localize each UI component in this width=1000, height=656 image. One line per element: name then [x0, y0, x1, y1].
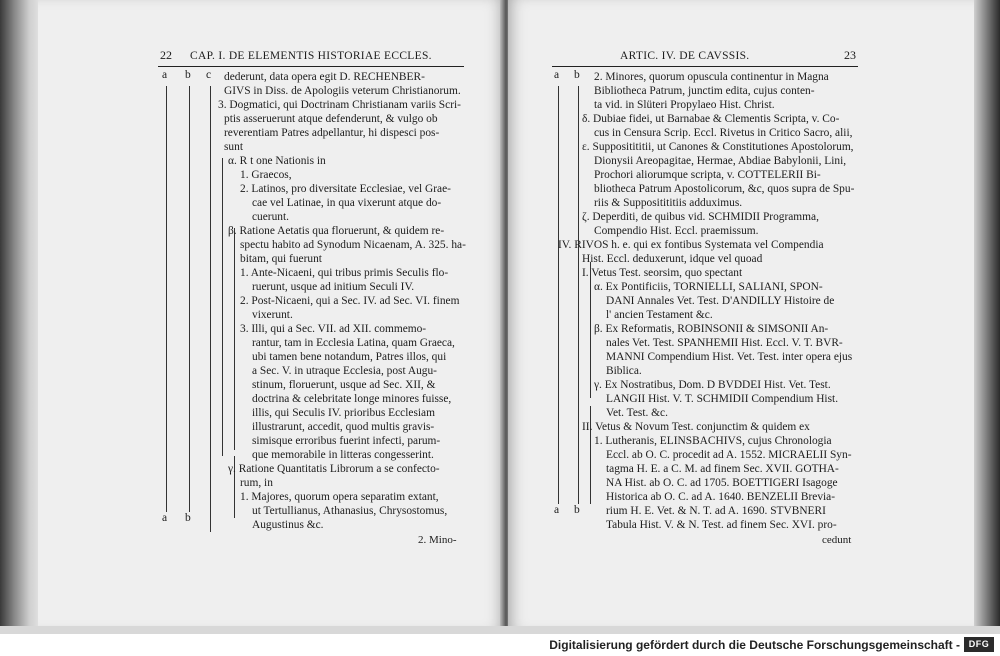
text-line: Compendio Hist. Eccl. praemissum.: [594, 225, 759, 237]
running-head: CAP. I. DE ELEMENTIS HISTORIAE ECCLES.: [190, 50, 432, 62]
text-line: rum, in: [240, 477, 273, 489]
text-line: Biblica.: [606, 365, 642, 377]
letter-a: a: [162, 69, 168, 81]
text-line: cuerunt.: [252, 211, 290, 223]
text-line: sunt: [224, 141, 243, 153]
catchword: 2. Mino-: [418, 534, 457, 546]
letter-b: b: [185, 69, 191, 81]
text-line: γ. Ex Nostratibus, Dom. D BVDDEI Hist. Vet. Test.: [594, 379, 831, 391]
letter-c: c: [206, 69, 212, 81]
text-line: dederunt, data opera egit D. RECHENBER-: [224, 71, 425, 83]
text-line: bitam, qui fuerunt: [240, 253, 322, 265]
text-line: cae vel Latinae, in qua vixerunt atque do-: [252, 197, 442, 209]
text-line: Augustinus &c.: [252, 519, 324, 531]
text-line: 1. Graecos,: [240, 169, 292, 181]
text-line: γ. Ratione Quantitatis Librorum a se confecto-: [228, 463, 440, 475]
bracket-alpha: [222, 158, 223, 456]
letter-a-bottom: a: [162, 512, 168, 524]
text-line: α. R t one Nationis in: [228, 155, 326, 167]
text-line: 3. Illi, qui a Sec. VII. ad XII. commemo-: [240, 323, 427, 335]
text-line: illustrarunt, accedit, quod multis gravis-: [252, 421, 435, 433]
text-line: Historica ab O. C. ad A. 1640. BENZELII Brevia-: [606, 491, 836, 503]
text-line: β. Ex Reformatis, ROBINSONII & SIMSONII An-: [594, 323, 829, 335]
bracket-3: [210, 104, 211, 532]
bracket-i: [590, 262, 591, 398]
head-rule: [552, 66, 858, 67]
catchword: cedunt: [822, 534, 852, 546]
bracket-iv: [578, 234, 579, 504]
text-line: GIVS in Diss. de Apologiis veterum Christianorum.: [224, 85, 461, 97]
letter-b-bottom: b: [185, 512, 191, 524]
text-line: tagma H. E. a C. M. ad finem Sec. XVII. GOTHA-: [606, 463, 839, 475]
text-line: 2. Post-Nicaeni, qui a Sec. IV. ad Sec. VI. finem: [240, 295, 460, 307]
text-line: ta vid. in Slüteri Propylaeo Hist. Christ.: [594, 99, 775, 111]
page-number: 22: [160, 48, 172, 62]
text-line: Eccl. ab O. C. procedit ad A. 1552. MICRAELII Syn-: [606, 449, 852, 461]
text-line: 3. Dogmatici, qui Doctrinam Christianam variis Scri-: [218, 99, 461, 111]
bracket-a: [558, 86, 559, 504]
text-line: 1. Lutheranis, ELINSBACHIVS, cujus Chronologia: [594, 435, 832, 447]
text-line: α. Ex Pontificiis, TORNIELLI, SALIANI, SPON-: [594, 281, 823, 293]
text-line: doctrina & celebritate longe minores fuisse,: [252, 393, 452, 405]
text-line: MANNI Compendium Hist. Vet. Test. inter opera ejus: [606, 351, 853, 363]
bracket-a: [166, 86, 167, 512]
right-page: [508, 0, 974, 630]
text-line: riis & Suppositititiis adduximus.: [594, 197, 743, 209]
page-number: 23: [844, 48, 856, 62]
text-line: reverentiam Patres adpellantur, hi dispesci pos-: [224, 127, 440, 139]
digitization-footer: [0, 634, 1000, 656]
text-line: II. Vetus & Novum Test. conjunctim & quidem ex: [582, 421, 810, 433]
text-line: Vet. Test. &c.: [606, 407, 668, 419]
head-rule: [158, 66, 464, 67]
letter-b: b: [574, 69, 580, 81]
text-line: ptis asseruerunt atque defenderunt, & vulgo ob: [224, 113, 438, 125]
text-line: 1. Majores, quorum opera separatim extant,: [240, 491, 439, 503]
dfg-logo-icon: DFG: [964, 637, 994, 652]
text-line: Prochori aliorumque scripta, v. COTTELERII Bi-: [594, 169, 821, 181]
text-line: simisque erroribus fuerint infecti, parum-: [252, 435, 441, 447]
text-line: β. Ratione Aetatis qua floruerunt, & quidem re-: [228, 225, 445, 237]
text-line: l' ancien Testament &c.: [606, 309, 713, 321]
text-line: ut Tertullianus, Athanasius, Chrysostomus,: [252, 505, 448, 517]
text-line: DANI Annales Vet. Test. D'ANDILLY Histoire de: [606, 295, 835, 307]
bracket-b: [578, 86, 579, 234]
text-line: ε. Suppositititii, ut Canones & Constitutiones Apostolorum,: [582, 141, 854, 153]
book-edge-right: [974, 0, 1000, 634]
text-line: Tabula Hist. V. & N. Test. ad finem Sec. XVI. pro-: [606, 519, 837, 531]
text-line: ubi tamen bene notandum, Patres illos, qui: [252, 351, 447, 363]
text-line: I. Vetus Test. seorsim, quo spectant: [582, 267, 743, 279]
letter-a: a: [554, 69, 560, 81]
text-line: nales Vet. Test. SPANHEMII Hist. Eccl. V. T. BVR-: [606, 337, 843, 349]
text-line: Hist. Eccl. deduxerunt, idque vel quoad: [582, 253, 763, 265]
text-line: 2. Latinos, pro diversitate Ecclesiae, vel Grae-: [240, 183, 451, 195]
running-head: ARTIC. IV. DE CAVSSIS.: [620, 50, 750, 62]
text-line: Dionysii Areopagitae, Hermae, Abdiae Babylonii, Lini,: [594, 155, 847, 167]
text-line: δ. Dubiae fidei, ut Barnabae & Clementis Scripta, v. Co-: [582, 113, 840, 125]
text-line: ζ. Deperditi, de quibus vid. SCHMIDII Programma,: [582, 211, 819, 223]
text-line: NA Hist. ab O. C. ad 1705. BOETTIGERI Isagoge: [606, 477, 838, 489]
bracket-b: [189, 86, 190, 512]
text-line: bliotheca Patrum Apostolicorum, &c, quos supra de Spu-: [594, 183, 855, 195]
text-line: rium H. E. Vet. & N. T. ad A. 1690. STVBNERI: [606, 505, 826, 517]
text-line: illis, qui Seculis IV. prioribus Ecclesiam: [252, 407, 435, 419]
text-line: rantur, tam in Ecclesia Latina, quam Graeca,: [252, 337, 455, 349]
text-line: ruerunt, usque ad initium Seculi IV.: [252, 281, 415, 293]
text-line: Bibliotheca Patrum, junctim edita, cujus conten-: [594, 85, 815, 97]
book-bottom-edge: [0, 626, 1000, 634]
text-line: stinum, floruerunt, usque ad Sec. XII, &: [252, 379, 436, 391]
text-line: cus in Censura Scrip. Eccl. Rivetus in Critico Sacro, alii,: [594, 127, 853, 139]
text-line: que memorabile in litteras congesserint.: [252, 449, 434, 461]
letter-a-bottom: a: [554, 504, 560, 516]
book-edge-left: [0, 0, 42, 634]
text-line: LANGII Hist. V. T. SCHMIDII Compendium Hist.: [606, 393, 839, 405]
bracket-beta: [234, 228, 235, 450]
text-line: vixerunt.: [252, 309, 293, 321]
text-line: 2. Minores, quorum opuscula continentur in Magna: [594, 71, 829, 83]
text-line: spectu habito ad Synodum Nicaenam, A. 325. ha-: [240, 239, 466, 251]
text-line: 1. Ante-Nicaeni, qui tribus primis Seculis flo-: [240, 267, 449, 279]
text-line: IV. RIVOS h. e. qui ex fontibus Systemata vel Compendia: [558, 239, 824, 251]
left-page: [38, 0, 504, 630]
text-line: a Sec. V. in utraque Ecclesia, post Augu-: [252, 365, 437, 377]
letter-b-bottom: b: [574, 504, 580, 516]
funding-credit: Digitalisierung gefördert durch die Deutsche Forschungsgemeinschaft -: [549, 638, 960, 652]
